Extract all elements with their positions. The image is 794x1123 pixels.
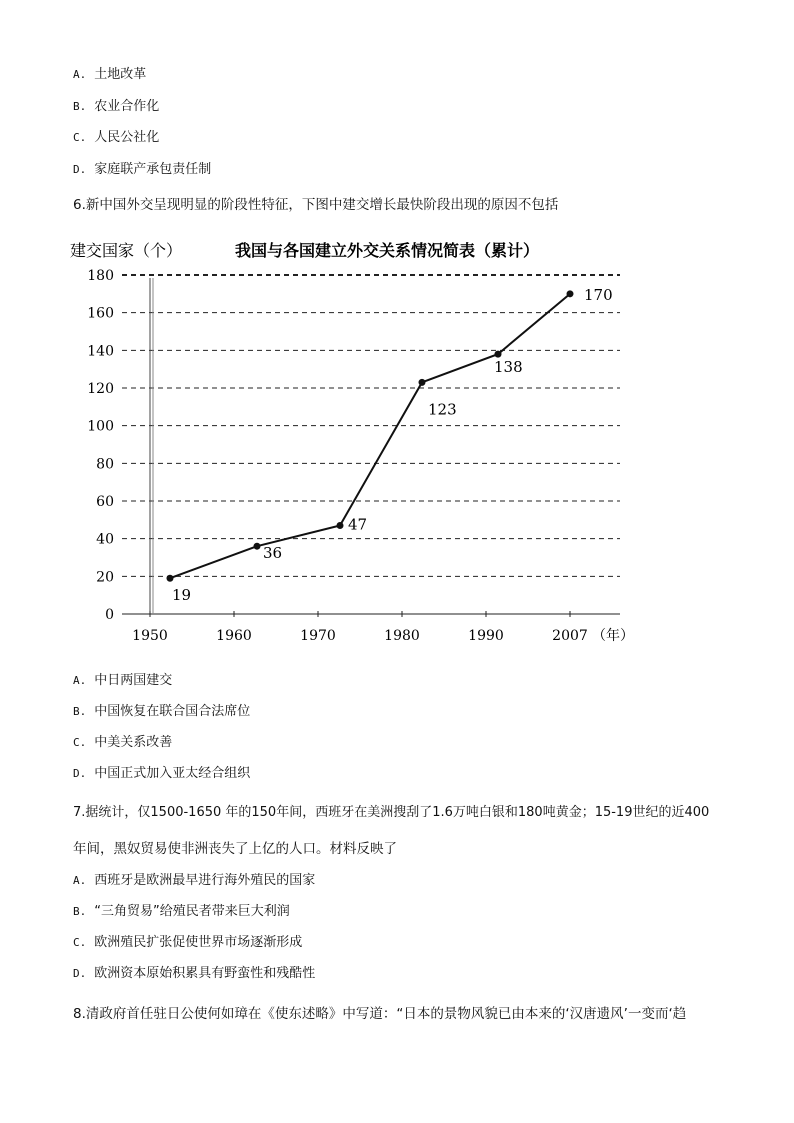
x-tick-2007: 2007 (552, 628, 588, 644)
x-tick-1970: 1970 (300, 628, 336, 644)
x-axis-unit: （年） (592, 628, 634, 644)
data-label-1960: 36 (263, 544, 283, 563)
y-tick-160: 160 (87, 305, 114, 322)
data-point-1960 (254, 543, 261, 550)
q7-stem-line1: 7.据统计，仅1500-1650 年的150年间，西班牙在美洲搜刮了1.6万吨白银和180吨黄金；15-19世纪的近400 (73, 805, 710, 820)
q5-option-d: D. 家庭联产承包责任制 (73, 162, 212, 177)
y-tick-140: 140 (87, 343, 114, 360)
chart-axes (122, 278, 620, 617)
y-tick-100: 100 (87, 418, 114, 435)
data-label-1970: 47 (348, 515, 368, 534)
y-tick-120: 120 (87, 381, 114, 397)
data-point-2007 (567, 290, 574, 297)
chart-title: 我国与各国建立外交关系情况简表（累计） (235, 241, 540, 260)
q5-option-a: A. 土地改革 (73, 67, 147, 82)
y-tick-60: 60 (96, 494, 114, 510)
y-tick-180: 180 (87, 268, 114, 284)
chart-points (167, 290, 574, 581)
data-point-1990 (495, 351, 502, 358)
data-label-1980: 123 (428, 400, 457, 419)
y-tick-20: 20 (96, 569, 114, 586)
q7-option-b: B. “三角贸易”给殖民者带来巨大利润 (73, 904, 290, 919)
x-tick-1950: 1950 (132, 628, 168, 644)
chart-ylabel: 建交国家（个） (70, 241, 183, 260)
data-label-2007: 170 (584, 285, 613, 304)
q6-option-b: B. 中国恢复在联合国合法席位 (73, 704, 251, 719)
q8-stem: 8.清政府首任驻日公使何如璋在《使东述略》中写道：“日本的景物风貌已由本来的‘汉唐遗风’一变而‘趋 (73, 1006, 687, 1022)
q7-option-a: A. 西班牙是欧洲最早进行海外殖民的国家 (73, 873, 316, 888)
chart-series-line (170, 294, 570, 578)
chart-y-ticks (87, 268, 114, 623)
data-label-1950: 19 (172, 586, 192, 605)
q7-option-d: D. 欧洲资本原始积累具有野蛮性和残酷性 (73, 966, 316, 981)
q6-option-a: A. 中日两国建交 (73, 673, 173, 688)
y-tick-0: 0 (105, 607, 114, 623)
y-tick-80: 80 (96, 456, 114, 473)
q5-option-c: C. 人民公社化 (73, 130, 160, 145)
chart-grid (122, 275, 620, 576)
x-tick-1960: 1960 (216, 628, 252, 644)
x-tick-1990: 1990 (468, 628, 504, 644)
data-point-1980 (419, 379, 426, 386)
chart-data-labels (172, 286, 613, 604)
y-tick-40: 40 (96, 531, 114, 548)
q6-option-d: D. 中国正式加入亚太经合组织 (73, 766, 251, 781)
q5-option-b: B. 农业合作化 (73, 99, 160, 114)
q7-option-c: C. 欧洲殖民扩张促使世界市场逐渐形成 (73, 935, 303, 950)
q6-stem: 6.新中国外交呈现明显的阶段性特征，下图中建交增长最快阶段出现的原因不包括 (73, 197, 559, 213)
chart-x-ticks (132, 627, 634, 644)
data-label-1990: 138 (494, 358, 523, 377)
q6-option-c: C. 中美关系改善 (73, 735, 173, 750)
x-tick-1980: 1980 (384, 628, 420, 644)
diplomatic-relations-chart (60, 230, 640, 650)
data-point-1950 (167, 575, 174, 582)
q7-stem-line2: 年间，黑奴贸易使非洲丧失了上亿的人口。材料反映了 (73, 841, 397, 857)
data-point-1970 (337, 522, 344, 529)
